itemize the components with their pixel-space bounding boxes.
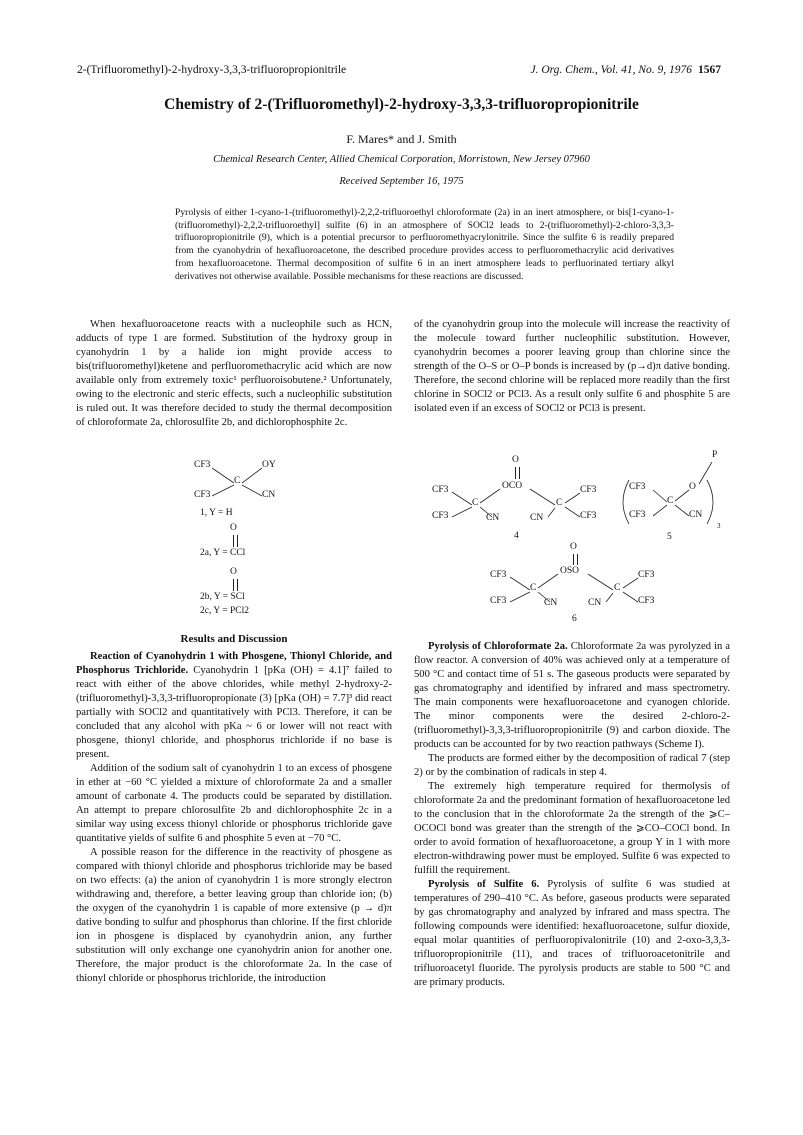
intro-text: When hexafluoroacetone reacts with a nucleophile such as HCN, adducts of type 1 are formed. Substitution of the hydroxy group in cyanohydrin 1 by a halide ion might provide access to bis(trifluoromethyl)ketene and perfluoromethacrylic acid which are now available only from extremely toxic¹ perfluoroisobutene.² Unfortunately, owing to the electronic and steric effects, such a nucleophilic substitution is ruled out. It was therefore decided to study the thermal decomposition of chloroformate 2a, chlorosulfite 2b, and dichlorophosphite 2c. [76, 319, 392, 428]
oco-label: OCO [502, 481, 523, 491]
sodium-salt-paragraph: Addition of the sodium salt of cyanohydrin 1 to an excess of phosgene in ether at −60 °C yielded a mixture of chloroformate 2a and a smaller amount of carbonate 4. The products could be separated by distillation. An attempt to prepare chlorosulfite 2b and dichlorophosphite 2c in a similar way using excess thionyl chloride or phosphorus trichloride gave quantitative yields of sulfite 6 and phosphite 5 even at −70 °C. [76, 763, 392, 844]
right-body-top [414, 318, 730, 416]
cn-label: CN [544, 598, 558, 608]
oso-label: OSO [560, 566, 580, 576]
structure-1-2abc [190, 458, 310, 618]
pyrolysis-sulfite-heading: Pyrolysis of Sulfite 6. [428, 879, 540, 890]
cn-label: CN [530, 513, 544, 523]
section-heading: Results and Discussion [180, 633, 288, 645]
cn-label: CN [262, 490, 276, 500]
received-date: Received September 16, 1975 [339, 176, 464, 187]
running-title: 2-(Trifluoromethyl)-2-hydroxy-3,3,3-trifluoropropionitrile [77, 64, 347, 76]
cn-label: CN [588, 598, 602, 608]
pyrolysis-sulfite-paragraph [414, 878, 730, 990]
page-number: 1567 [698, 64, 721, 76]
affiliation: Chemical Research Center, Allied Chemical Corporation, Morristown, New Jersey 07960 [213, 154, 590, 165]
left-body [76, 650, 392, 986]
continued-paragraph: of the cyanohydrin group into the molecule will increase the reactivity of the molecule toward further nucleophilic substitution. However, cyanohydrin becomes a poorer leaving group than chlorine since the strength of the O–S or O–P bonds is increased by (p→d)π dative bonding. Therefore, the second chlorine will be replaced more readily than the first chlorine in SOCl2 or PCl3. As a result only sulfite 6 and phosphite 5 are isolated even if an excess of SOCl2 or PCl3 is present. [414, 319, 730, 414]
cn-label: CN [486, 513, 500, 523]
subscript-3: 3 [717, 522, 721, 530]
cn-label: CN [689, 510, 703, 520]
abstract: Pyrolysis of either 1-cyano-1-(trifluoromethyl)-2,2,2-trifluoroethyl chloroformate (2a) in an inert atmosphere, or bis[1-cyano-1-(trifluoromethyl)-2,2,2-trifluoroethyl] sulfite (6) in an atmosphere of SOCl2 leads to 2-(trifluoromethyl)-2-chloro-3,3,3-trifluoropropionitrile (9), which is a potential precursor to perfluoromethyacrylonitrile. Since the sulfite 6 is readily prepared from the cyanohydrin of hexafluoroacetone, the described procedure provides access to perfluoromethacrylic acid derivatives from hexafluoroacetone. Thermal decomposition of sulfite 6 in an inert atmosphere leads to perfluorinated tertiary alkyl derivatives not otherwise available. Possible mechanisms for these reactions are discussed. [175, 207, 674, 282]
cf3-label: CF3 [629, 510, 646, 520]
authors: F. Mares* and J. Smith [346, 132, 457, 146]
double-bond [233, 579, 238, 591]
cf3-label: CF3 [194, 460, 211, 470]
structure-6 [488, 540, 668, 628]
pyrolysis-chloroformate-heading: Pyrolysis of Chloroformate 2a. [428, 641, 568, 652]
cf3-label: CF3 [580, 485, 597, 495]
pyrolysis-chloroformate-paragraph [414, 640, 730, 752]
intro-paragraph [76, 318, 392, 430]
reaction-paragraph [76, 650, 392, 762]
right-body [414, 640, 730, 990]
reactivity-paragraph: A possible reason for the difference in the reactivity of phosgene as compared with thionyl chloride and phosphorus trichloride may be based on two effects: (a) the anion of cyanohydrin 1 is more strongly electron withdrawing and, therefore, a better leaving group than chloride ion; (b) the oxygen of the cyanohydrin 1 is capable of more extensive (p → d)π dative bonding to sulfur and phosphorus than chlorine. If the first chloride ion in phosgene is displaced by cyanohydrin anion, any further substitution will only exchange one cyanohydrin anion for another one. Therefore, the major product is the chloroformate 2a. In the case of thionyl chloride or phosphorus trichloride, the introduction [76, 847, 392, 984]
label-1: 1, Y = H [200, 508, 233, 518]
label-2a: 2a, Y = CCl [200, 548, 246, 558]
cf3-label: CF3 [580, 511, 597, 521]
cf3-label: CF3 [432, 485, 449, 495]
cf3-label: CF3 [490, 596, 507, 606]
paper-title: Chemistry of 2-(Trifluoromethyl)-2-hydroxy-3,3,3-trifluoropropionitrile [164, 96, 639, 113]
compound-number-5: 5 [667, 532, 672, 542]
carbon-label: C [234, 476, 241, 486]
double-bond [573, 554, 578, 565]
cf3-label: CF3 [490, 570, 507, 580]
carbon-label: C [530, 583, 537, 593]
oy-label: OY [262, 460, 276, 470]
journal-name: J. Org. Chem., Vol. 41, No. 9, 1976 [530, 64, 692, 76]
pyrolysis-chloroformate-text: Chloroformate 2a was pyrolyzed in a flow reactor. A conversion of 40% was achieved only at a temperature of 500 °C and contact time of 51 s. The gaseous products were separated by gas chromatography and identified by infrared and mass spectrometry. The main components were hexafluoroacetone and cyanogen chloride. The minor components were the desired 2-chloro-2-(trifluoromethyl)-3,3,3-trifluoropropionitrile (9) and carbon dioxide. The products can be accounted for by two reaction pathways (Scheme I). [414, 641, 731, 750]
oxygen-label: O [689, 482, 696, 492]
double-bond [515, 467, 520, 479]
oxygen-label: O [230, 523, 237, 533]
label-2b: 2b, Y = SCl [200, 592, 245, 602]
double-bond [233, 535, 238, 547]
carbon-label: C [614, 583, 621, 593]
carbon-label: C [556, 498, 563, 508]
products-paragraph: The products are formed either by the decomposition of radical 7 (step 2) or by the combination of radicals in step 4. [414, 753, 730, 778]
phosphorus-label: P [712, 450, 718, 460]
cf3-label: CF3 [194, 490, 211, 500]
carbon-label: C [472, 498, 479, 508]
cf3-label: CF3 [638, 570, 655, 580]
cf3-label: CF3 [432, 511, 449, 521]
structure-4 [430, 455, 610, 545]
journal-citation [530, 64, 721, 76]
label-2c: 2c, Y = PCl2 [200, 606, 249, 616]
structure-5 [615, 450, 730, 547]
thermolysis-paragraph: The extremely high temperature required for thermolysis of chloroformate 2a and the predominant formation of hexafluoroacetone led to the conclusion that in the chloroformate 2a the strength of the ⩾C–OCOCl bond was greater than the strength of the ⩾CO–COCl bond. In order to avoid formation of hexafluoroacetone, a group Y in 1 with more electron-withdrawing power must be employed. Sulfite 6 was expected to fulfill the requirement. [414, 781, 730, 876]
compound-number-4: 4 [514, 531, 519, 541]
oxygen-label: O [512, 455, 519, 465]
compound-number-6: 6 [572, 614, 577, 624]
cf3-label: CF3 [638, 596, 655, 606]
oxygen-label: O [570, 542, 577, 552]
cf3-label: CF3 [629, 482, 646, 492]
reaction-text: Cyanohydrin 1 [pKa (OH) = 4.1]⁷ failed to react with either of the above chlorides, while methyl 2-hydroxy-2-(trifluoromethyl)-3,3,3-trifluoropropionate (3) [pKa (OH) = 7.7]³ did react partially with SOCl2 and quantitatively with PCl3. Therefore, it can be concluded that any alcohol with pKa ~ 6 or lower will not react with phosgene, thionyl chloride, and phosphorus trichloride if no base is present. [76, 665, 393, 760]
oxygen-label: O [230, 567, 237, 577]
carbon-label: C [667, 496, 674, 506]
reaction-heading: Reaction of Cyanohydrin 1 with Phosgene, Thionyl Chloride, and Phosphorus Trichloride. [76, 651, 392, 676]
pyrolysis-sulfite-text: Pyrolysis of sulfite 6 was studied at temperatures of 290–410 °C. As before, gaseous products were separated by gas chromatography and analyzed by infrared and mass spectra. The following compounds were identified: hexafluoroacetone, sulfur dioxide, equal molar quantities of perfluoropivalonitrile (10) and 2-oxo-3,3,3-trifluoropropionitrile (11), and traces of trifluoroacetonitrile and trifluoroacetyl fluoride. The pyrolysis products are stable to 500 °C and are primary products. [414, 879, 731, 988]
